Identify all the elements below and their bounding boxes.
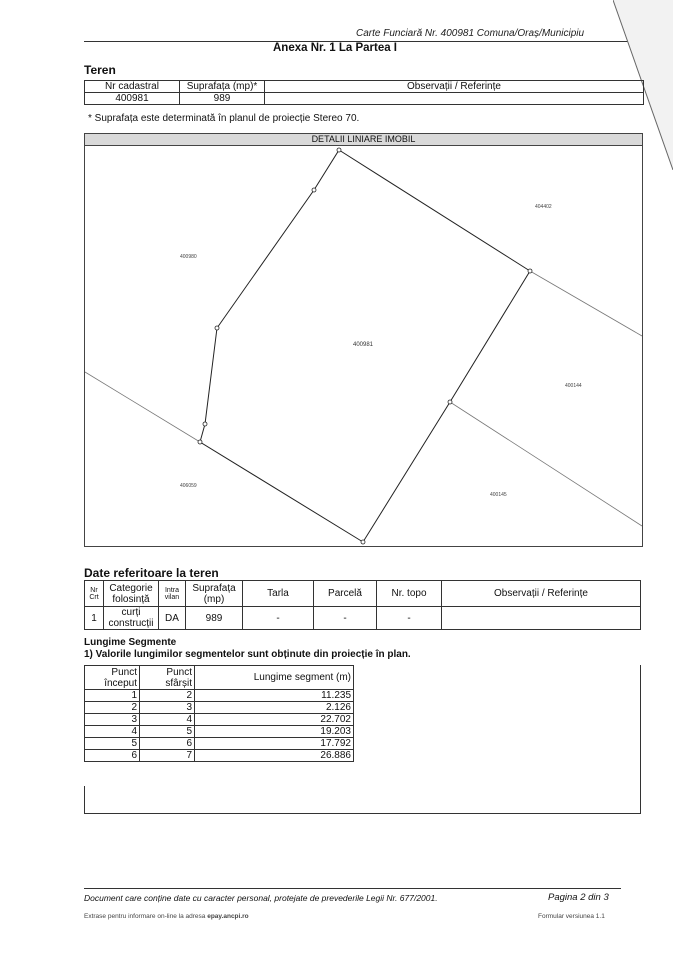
cell-end: 3	[140, 702, 195, 714]
hdr-punct-sfarsit: Punct sfârșit	[140, 666, 195, 690]
neighbor-label: 400980	[180, 254, 197, 260]
cell-tarla: -	[243, 607, 314, 630]
table-row	[85, 714, 354, 726]
vertex	[528, 269, 532, 273]
cell-nr-topo: -	[377, 607, 442, 630]
hdr-tarla: Tarla	[243, 581, 314, 607]
plan-frame	[84, 133, 643, 547]
vertex	[361, 540, 365, 544]
table-row	[85, 690, 354, 702]
hdr-intravilan: Intra vilan	[159, 581, 186, 607]
cell-suprafata: 989	[186, 607, 243, 630]
footer-notice: Document care conține date cu caracter personal, protejate de prevederile Legii Nr. 677/2001.	[84, 893, 438, 903]
cell-nr-crt: 1	[85, 607, 104, 630]
teren-title: Teren	[84, 63, 116, 77]
cell-categorie: curți construcții	[104, 607, 159, 630]
parcel-label: 400981	[353, 342, 374, 348]
table-row	[85, 738, 354, 750]
carte-funciara-header: Carte Funciară Nr. 400981 Comuna/Oraș/Municipiu	[356, 28, 585, 39]
cell-length: 19.203	[195, 726, 354, 738]
table-row	[85, 702, 354, 714]
cell-length: 22.702	[195, 714, 354, 726]
date-ref-title: Date referitoare la teren	[84, 566, 219, 580]
cell-intravilan: DA	[159, 607, 186, 630]
cell-start: 6	[85, 750, 140, 762]
plan-title: DETALII LINIARE IMOBIL	[85, 134, 642, 146]
hdr-lungime: Lungime segment (m)	[195, 666, 354, 690]
footer-rule	[84, 888, 621, 889]
cell-start: 4	[85, 726, 140, 738]
cell-start: 5	[85, 738, 140, 750]
cell-length: 17.792	[195, 738, 354, 750]
page-number: Pagina 2 din 3	[548, 892, 609, 903]
date-ref-table	[84, 580, 641, 630]
vertex	[203, 422, 207, 426]
col-observatii: Observații / Referințe	[265, 81, 644, 93]
hdr-nr-topo: Nr. topo	[377, 581, 442, 607]
hdr-suprafata: Suprafața (mp)	[186, 581, 243, 607]
hdr-punct-inceput: Punct început	[85, 666, 140, 690]
cell-length: 11.235	[195, 690, 354, 702]
table-row	[85, 750, 354, 762]
vertex	[337, 148, 341, 152]
segmente-right-rule	[640, 665, 641, 814]
neighbor-line	[530, 271, 642, 336]
hdr-observatii: Observații / Referințe	[442, 581, 641, 607]
footer-extras	[84, 913, 249, 920]
cell-length: 2.126	[195, 702, 354, 714]
cell-suprafata: 989	[180, 93, 265, 105]
table-row	[85, 726, 354, 738]
formular-version: Formular versiunea 1.1	[538, 913, 605, 920]
neighbor-label: 406059	[180, 483, 197, 489]
neighbor-label: 404402	[535, 204, 552, 210]
segmente-left-rule	[84, 786, 85, 814]
cell-length: 26.886	[195, 750, 354, 762]
cell-end: 7	[140, 750, 195, 762]
neighbor-label: 400144	[565, 383, 582, 389]
extras-label: Extrase pentru informare on-line la adresa	[84, 913, 206, 920]
col-suprafata: Suprafața (mp)*	[180, 81, 265, 93]
vertex	[198, 440, 202, 444]
neighbor-line	[85, 372, 200, 442]
neighbor-label: 400145	[490, 492, 507, 498]
cell-nr-cadastral: 400981	[85, 93, 180, 105]
vertex	[312, 188, 316, 192]
segmente-title: Lungime Segmente	[84, 637, 177, 648]
hdr-nr-crt: Nr Crt	[85, 581, 104, 607]
anexa-title: Anexa Nr. 1 La Partea I	[273, 42, 398, 54]
extras-site[interactable]: epay.ancpi.ro	[207, 913, 249, 920]
teren-table	[84, 80, 644, 105]
plan-drawing	[85, 146, 642, 546]
cell-observatii	[265, 93, 644, 105]
cell-end: 6	[140, 738, 195, 750]
teren-note: * Suprafața este determinată în planul de proiecție Stereo 70.	[88, 113, 360, 124]
cell-end: 2	[140, 690, 195, 702]
vertex	[215, 326, 219, 330]
hdr-parcela: Parcelă	[314, 581, 377, 607]
cell-start: 3	[85, 714, 140, 726]
cell-start: 1	[85, 690, 140, 702]
col-nr-cadastral: Nr cadastral	[85, 81, 180, 93]
cell-end: 5	[140, 726, 195, 738]
cell-end: 4	[140, 714, 195, 726]
segmente-subtitle: 1) Valorile lungimilor segmentelor sunt obținute din proiecție în plan.	[84, 649, 411, 660]
hdr-categorie: Categorie folosință	[104, 581, 159, 607]
segmente-table	[84, 665, 354, 762]
cell-start: 2	[85, 702, 140, 714]
cell-parcela: -	[314, 607, 377, 630]
neighbor-line	[450, 402, 642, 526]
segmente-bottom-rule	[84, 813, 641, 814]
vertex	[448, 400, 452, 404]
cell-observatii	[442, 607, 641, 630]
